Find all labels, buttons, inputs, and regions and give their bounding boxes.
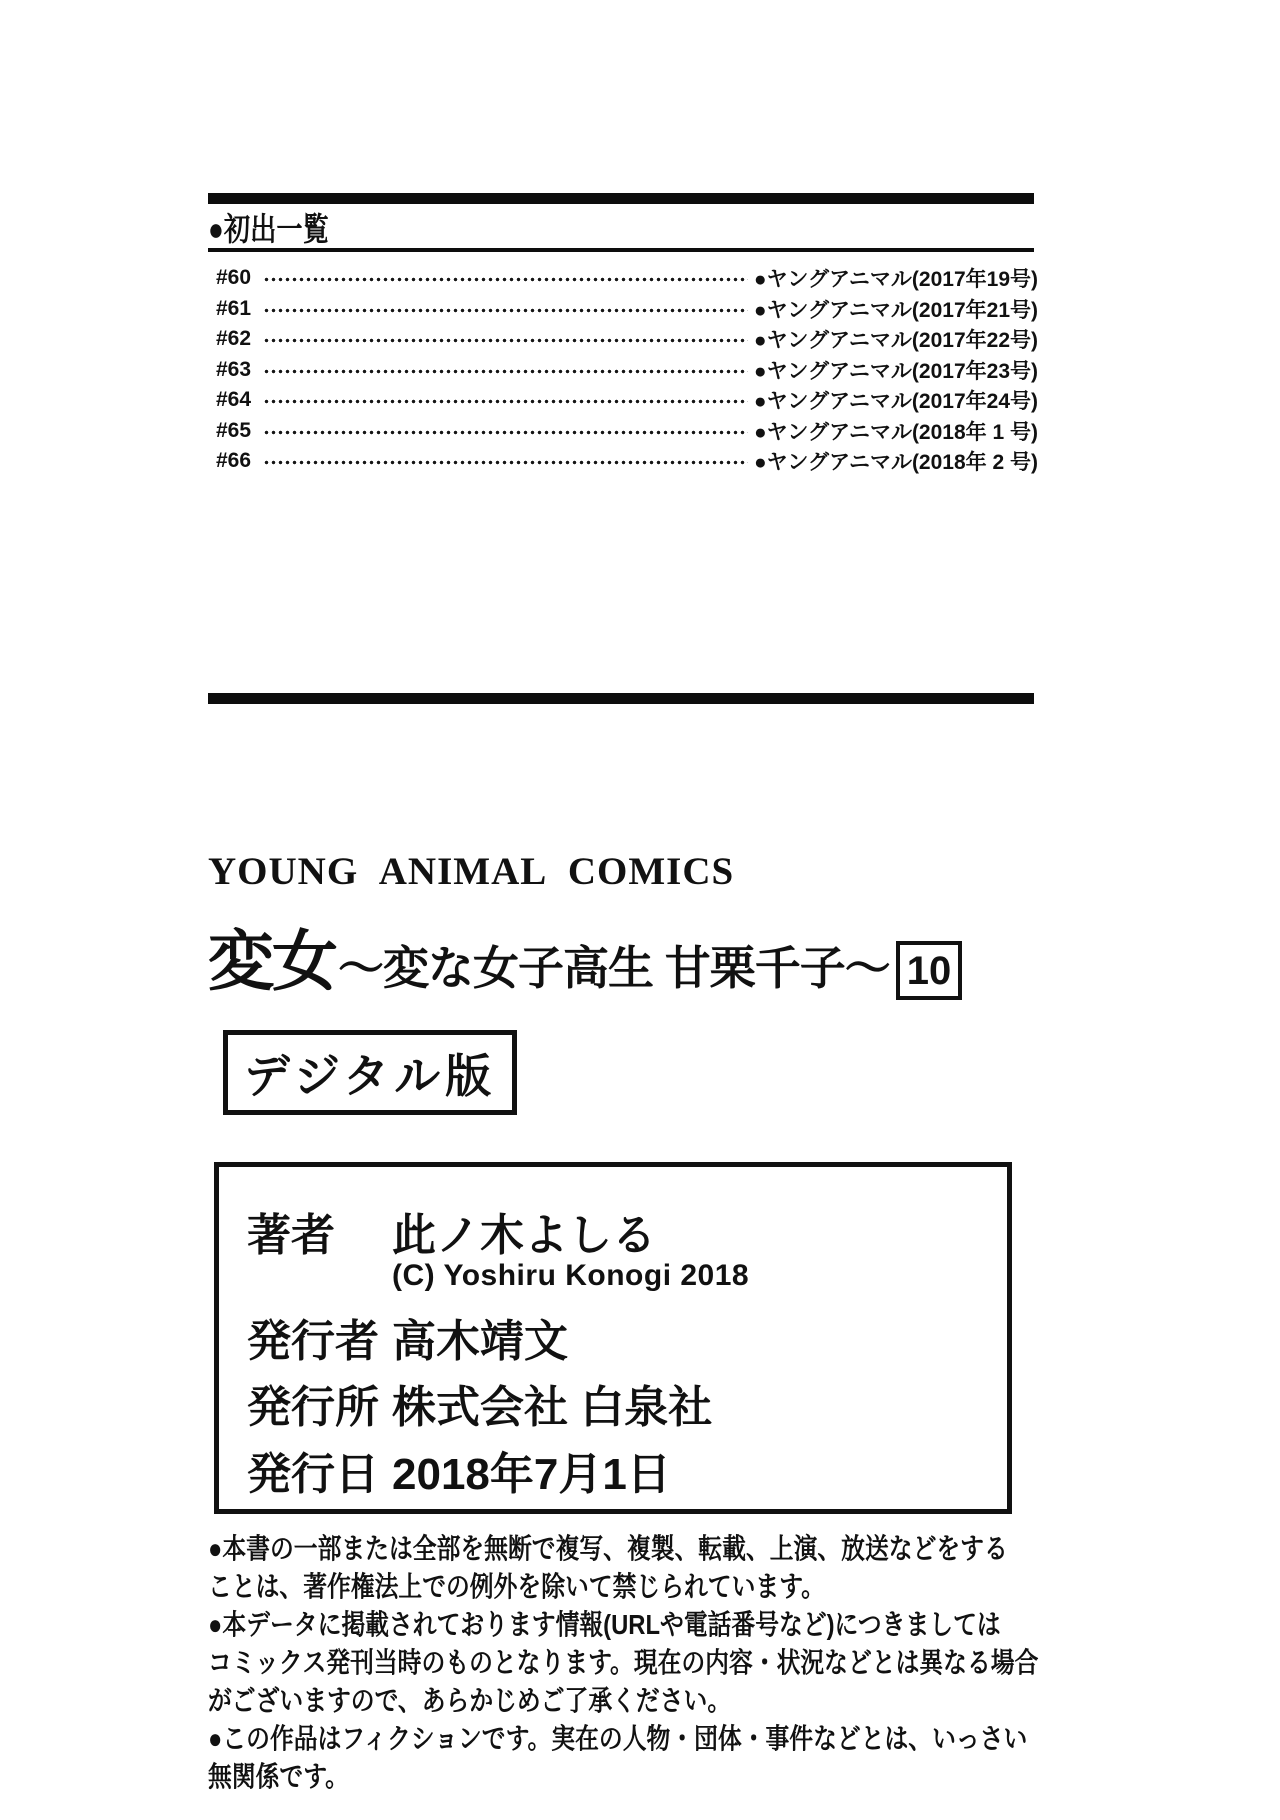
publishing-house-name: 株式会社 白泉社	[392, 1383, 713, 1432]
legal-line: ことは、著作権法上での例外を除いて禁じられています。	[208, 1571, 825, 1602]
publication-entry	[216, 385, 1038, 416]
publication-date-label: 発行日	[247, 1450, 379, 1499]
legal-line: ●本書の一部または全部を無断で複写、複製、転載、上演、放送などをする	[208, 1533, 1008, 1564]
author-name: 此ノ木よしる	[392, 1211, 656, 1260]
title-underline	[208, 248, 1034, 252]
publisher-name: 高木靖文	[392, 1317, 568, 1366]
magazine-issue: ●ヤングアニマル(2017年23号)	[753, 359, 1038, 383]
book-title-subtitle: ～変な女子高生 甘栗千子～	[338, 942, 890, 994]
magazine-issue: ●ヤングアニマル(2018年 2 号)	[753, 451, 1038, 475]
book-title-main: 変女	[208, 924, 336, 998]
legal-line: がございますので、あらかじめご了承ください。	[208, 1685, 732, 1716]
publication-entry	[216, 446, 1038, 477]
chapter-number: #63	[216, 357, 252, 381]
publication-entry	[216, 294, 1038, 325]
author-label: 著者	[247, 1211, 335, 1260]
legal-line: 無関係です。	[208, 1761, 349, 1792]
magazine-issue: ●ヤングアニマル(2017年22号)	[753, 329, 1038, 353]
publication-date: 2018年7月1日	[392, 1450, 671, 1499]
magazine-issue: ●ヤングアニマル(2017年19号)	[753, 268, 1038, 292]
chapter-number: #65	[216, 418, 252, 442]
publication-entry	[216, 324, 1038, 355]
publication-entry	[216, 355, 1038, 386]
colophon-box	[214, 1162, 1012, 1514]
chapter-number: #62	[216, 327, 252, 351]
dotted-leader	[263, 336, 748, 345]
publication-list-title: ●初出一覧	[208, 211, 329, 247]
dotted-leader	[263, 397, 748, 406]
dotted-leader	[263, 428, 748, 437]
legal-line: コミックス発刊当時のものとなります。現在の内容・状況などとは異なる場合	[208, 1647, 1039, 1678]
colophon-row-date	[247, 1438, 671, 1502]
book-title	[208, 908, 962, 1003]
publication-list	[216, 263, 1038, 477]
bottom-rule	[208, 693, 1034, 704]
series-label: YOUNG ANIMAL COMICS	[208, 850, 735, 893]
colophon-row-publishing-house	[247, 1371, 712, 1435]
publication-entry	[216, 416, 1038, 447]
edition-badge: デジタル版	[223, 1030, 517, 1115]
copyright-line: (C) Yoshiru Konogi 2018	[392, 1259, 750, 1292]
chapter-number: #60	[216, 266, 252, 290]
publication-entry	[216, 263, 1038, 294]
legal-line: ●この作品はフィクションです。実在の人物・団体・事件などとは、いっさい	[208, 1723, 1028, 1754]
legal-line: ●本データに掲載されております情報(URLや電話番号など)につきましては	[208, 1609, 1001, 1640]
colophon-row-publisher	[247, 1305, 568, 1369]
magazine-issue: ●ヤングアニマル(2017年21号)	[753, 298, 1038, 322]
top-rule	[208, 193, 1034, 204]
volume-number-badge: 10	[896, 941, 963, 1000]
colophon-row-author	[247, 1199, 656, 1263]
legal-notices	[208, 1530, 1048, 1796]
chapter-number: #66	[216, 449, 252, 473]
magazine-issue: ●ヤングアニマル(2018年 1 号)	[753, 420, 1038, 444]
magazine-issue: ●ヤングアニマル(2017年24号)	[753, 390, 1038, 414]
publisher-label: 発行者	[247, 1317, 379, 1366]
dotted-leader	[263, 275, 748, 284]
dotted-leader	[263, 458, 748, 467]
chapter-number: #61	[216, 296, 252, 320]
dotted-leader	[263, 367, 748, 376]
publishing-house-label: 発行所	[247, 1383, 379, 1432]
chapter-number: #64	[216, 388, 252, 412]
dotted-leader	[263, 306, 748, 315]
